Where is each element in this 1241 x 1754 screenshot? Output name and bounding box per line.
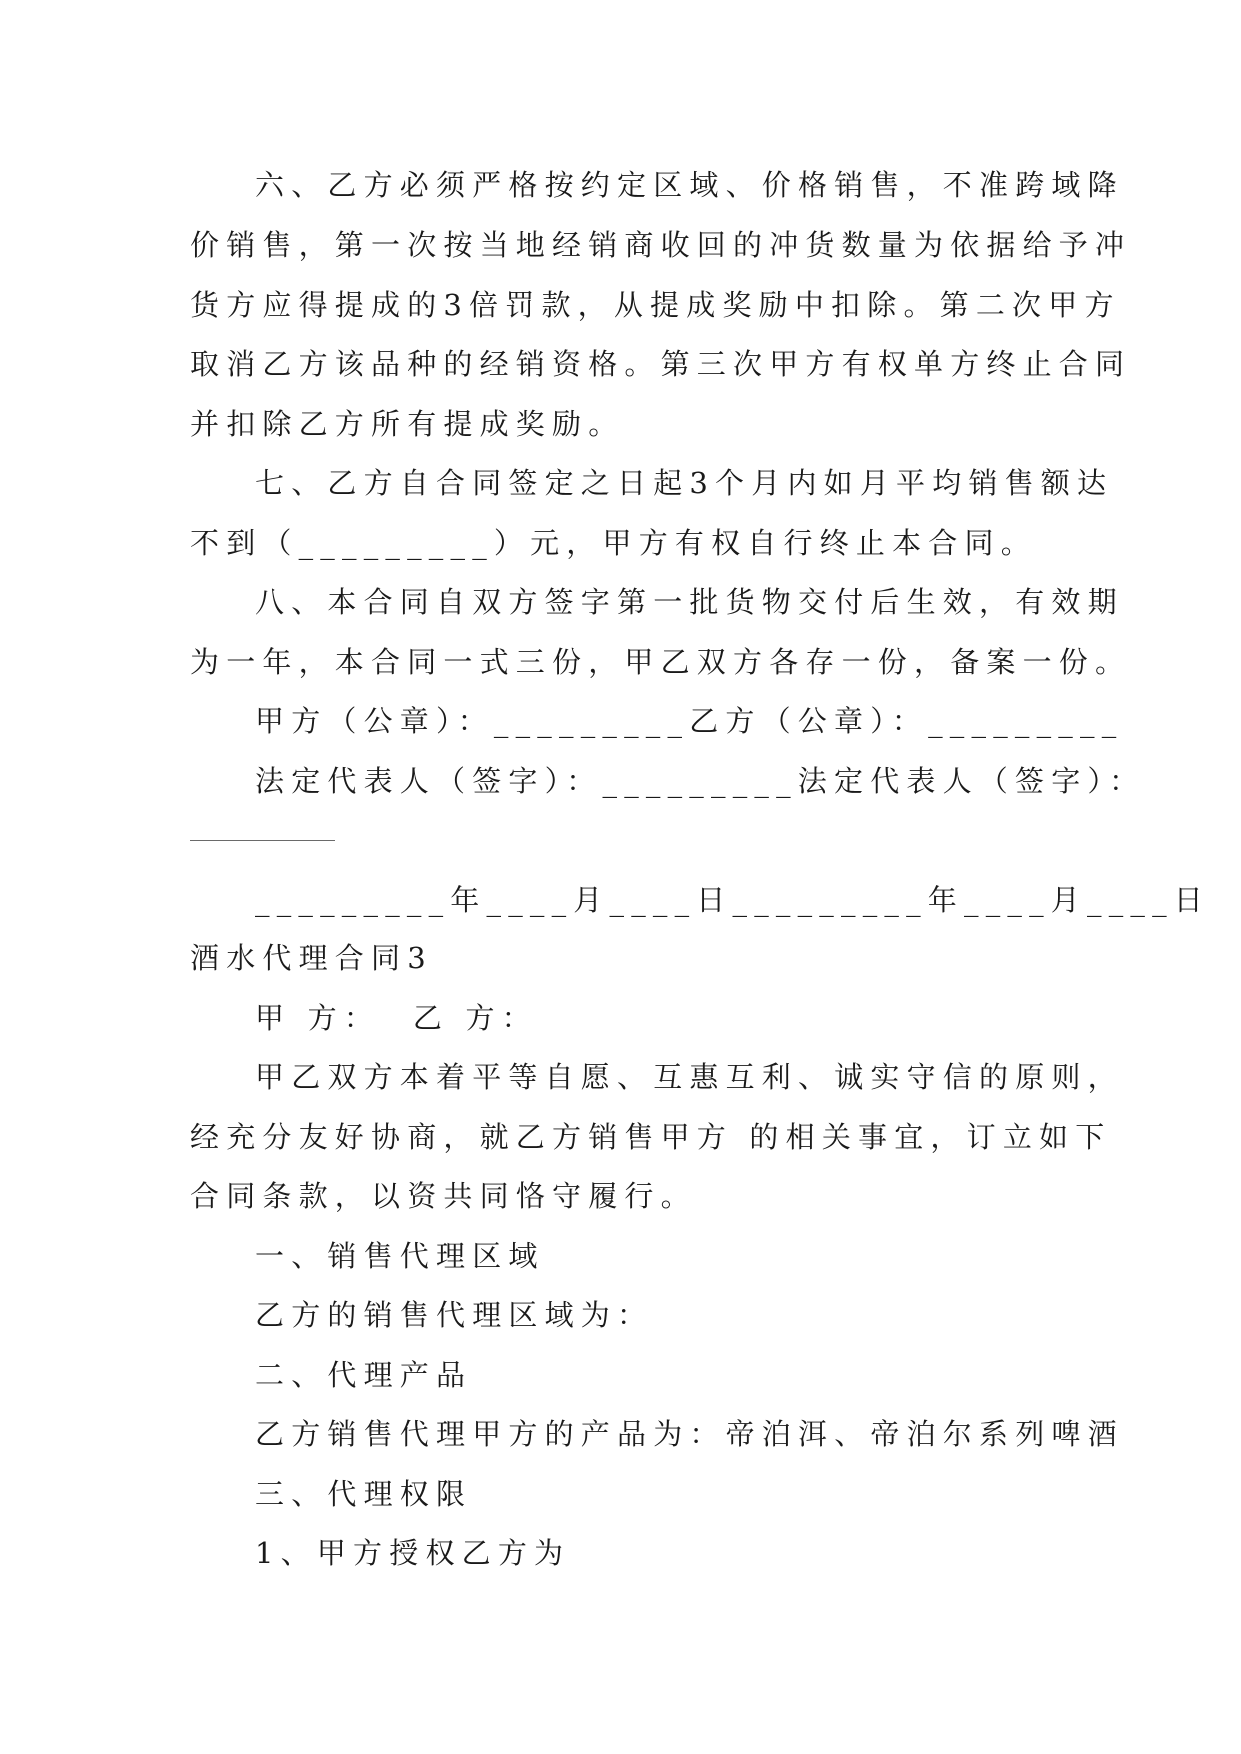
- preamble-line-2: 经充分友好协商，就乙方销售甲方 的相关事宜，订立如下: [190, 1120, 1112, 1154]
- preamble-line-3: 合同条款，以资共同恪守履行。: [190, 1179, 697, 1213]
- section-2-text: 乙方销售代理甲方的产品为：帝泊洱、帝泊尔系列啤酒: [255, 1417, 1124, 1451]
- clause-6-line-4: 取消乙方该品种的经销资格。第三次甲方有权单方终止合同: [190, 347, 1132, 381]
- clause-6-line-2: 价销售，第一次按当地经销商收回的冲货数量为依据给予冲: [190, 228, 1132, 262]
- signature-blank-rule: [190, 840, 335, 841]
- preamble-line-1: 甲乙双方本着平等自愿、互惠互利、诚实守信的原则，: [255, 1060, 1124, 1094]
- clause-8-line-1: 八、本合同自双方签字第一批货物交付后生效，有效期: [255, 585, 1124, 619]
- clause-8-line-2: 为一年，本合同一式三份，甲乙双方各存一份，备案一份。: [190, 645, 1132, 679]
- clause-7-line-2: 不到（_________）元，甲方有权自行终止本合同。: [190, 526, 1037, 560]
- section-1-text: 乙方的销售代理区域为：: [255, 1298, 654, 1332]
- parties-line: 甲 方： 乙 方：: [255, 1001, 538, 1035]
- clause-7-line-1: 七、乙方自合同签定之日起3个月内如月平均销售额达: [255, 466, 1114, 500]
- section-3-heading: 三、代理权限: [255, 1477, 473, 1511]
- clause-6-line-5: 并扣除乙方所有提成奖励。: [190, 407, 625, 441]
- section-1-heading: 一、销售代理区域: [255, 1239, 545, 1273]
- clause-6-line-1: 六、乙方必须严格按约定区域、价格销售，不准跨域降: [255, 168, 1124, 202]
- signature-line: 法定代表人（签字）：_________法定代表人（签字）：: [255, 764, 1146, 798]
- date-line: _________年____月____日_________年____月____日: [255, 883, 1211, 917]
- seal-line: 甲方（公章）：_________乙方（公章）：_________: [255, 704, 1124, 738]
- clause-6-line-3: 货方应得提成的3倍罚款，从提成奖励中扣除。第二次甲方: [190, 288, 1121, 322]
- section-3-item-1: 1、甲方授权乙方为: [255, 1536, 571, 1570]
- contract-title: 酒水代理合同3: [190, 941, 433, 975]
- section-2-heading: 二、代理产品: [255, 1358, 473, 1392]
